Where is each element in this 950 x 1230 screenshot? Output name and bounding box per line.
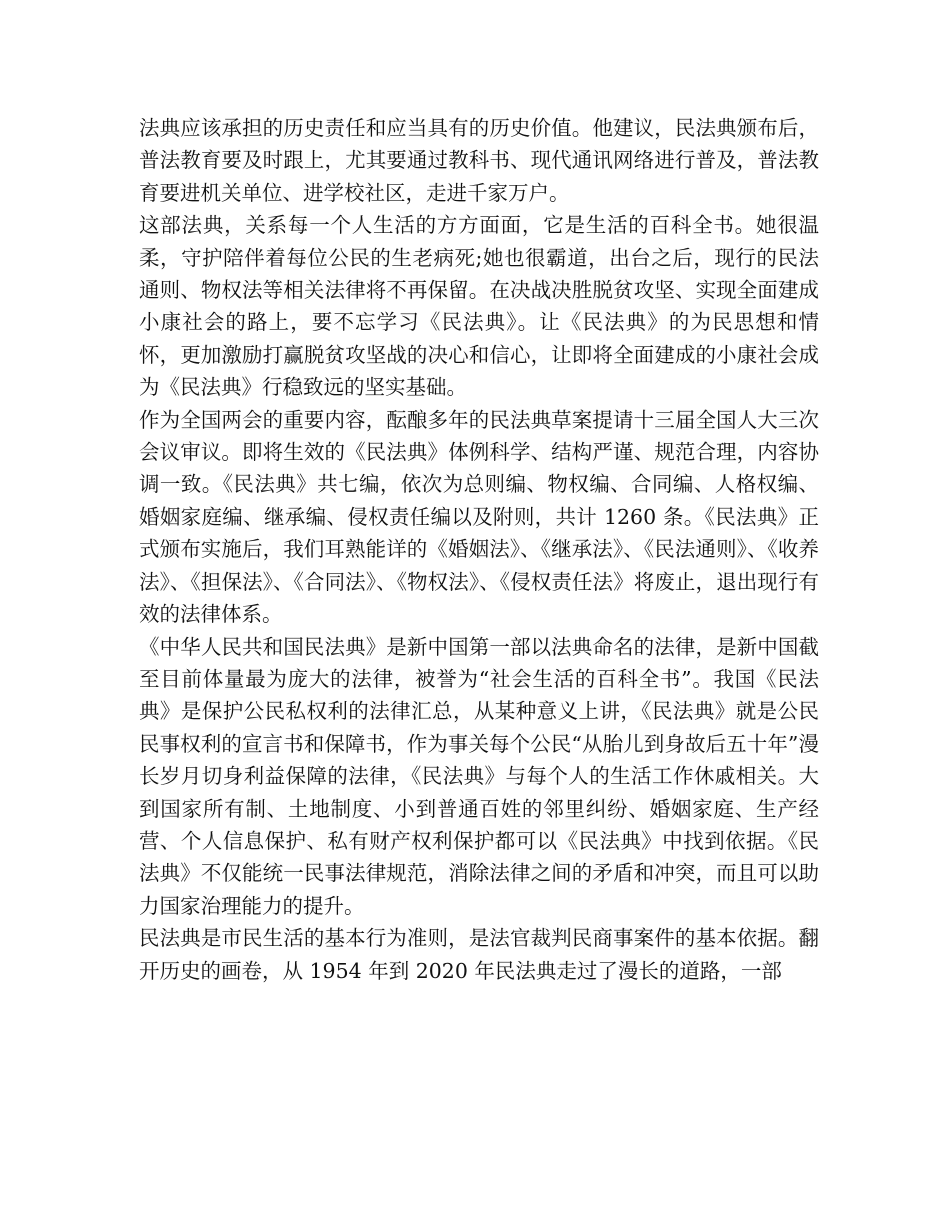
paragraph-1: 法典应该承担的历史责任和应当具有的历史价值。他建议，民法典颁布后，普法教育要及时跟上，尤其要通过教科书、现代通讯网络进行普及，普法教育要进机关单位、进学校社区，走进千家万户。	[139, 116, 819, 205]
paragraph-3: 作为全国两会的重要内容，酝酿多年的民法典草案提请十三届全国人大三次会议审议。即将生效的《民法典》体例科学、结构严谨、规范合理，内容协调一致。《民法典》共七编，依次为总则编、物权编、合同编、人格权编、婚姻家庭编、继承编、侵权责任编以及附则，共计 1260 条。《民法典》正式颁布实施后，我们耳熟能详的《婚姻法》、《继承法》、《民法通则》、《收养法》、《担保法》、《合同法》、《物权法》、《侵权责任法》将废止，退出现行有效的法律体系。	[139, 407, 819, 627]
paragraph-5: 民法典是市民生活的基本行为准则，是法官裁判民商事案件的基本依据。翻开历史的画卷，从 1954 年到 2020 年民法典走过了漫长的道路，一部	[139, 926, 819, 983]
paragraph-4: 《中华人民共和国民法典》是新中国第一部以法典命名的法律，是新中国截至目前体量最为庞大的法律，被誉为“社会生活的百科全书”。我国《民法典》是保护公民私权利的法律汇总，从某种意义上讲，《民法典》就是公民民事权利的宣言书和保障书，作为事关每个公民“从胎儿到身故后五十年”漫长岁月切身利益保障的法律，《民法典》与每个人的生活工作休戚相关。大到国家所有制、土地制度、小到普通百姓的邻里纠纷、婚姻家庭、生产经营、个人信息保护、私有财产权利保护都可以《民法典》中找到依据。《民法典》不仅能统一民事法律规范，消除法律之间的矛盾和冲突，而且可以助力国家治理能力的提升。	[139, 634, 819, 918]
document-body	[139, 112, 819, 987]
paragraph-2: 这部法典，关系每一个人生活的方方面面，它是生活的百科全书。她很温柔，守护陪伴着每位公民的生老病死;她也很霸道，出台之后，现行的民法通则、物权法等相关法律将不再保留。在决战决胜脱贫攻坚、实现全面建成小康社会的路上，要不忘学习《民法典》。让《民法典》的为民思想和情怀，更加激励打赢脱贫攻坚战的决心和信心，让即将全面建成的小康社会成为《民法典》行稳致远的坚实基础。	[139, 213, 819, 400]
